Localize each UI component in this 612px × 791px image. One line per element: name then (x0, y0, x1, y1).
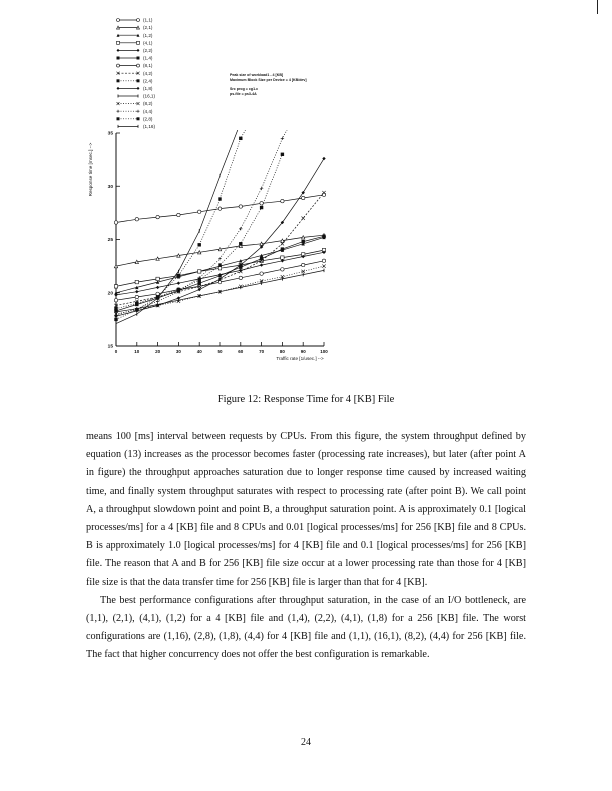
response-time-chart (0, 0, 612, 392)
series-marker (117, 87, 120, 90)
series-s21 (114, 234, 325, 268)
legend-label: (4,1) (143, 40, 153, 46)
series-marker (135, 290, 138, 293)
series-marker (281, 256, 284, 259)
series-marker (198, 270, 201, 273)
x-tick-label: 80 (279, 349, 285, 354)
series-marker (117, 110, 120, 113)
series-marker (117, 57, 120, 60)
series-marker (156, 277, 159, 280)
series-marker (198, 243, 201, 246)
x-tick-label: 90 (300, 349, 306, 354)
legend-label: (1,16) (143, 124, 156, 129)
legend-label: (1,8) (143, 86, 153, 91)
series-marker (302, 263, 305, 266)
series-marker (322, 259, 325, 262)
series-marker (117, 49, 120, 52)
series-marker (281, 199, 284, 202)
series-marker (260, 272, 263, 275)
x-tick-label: 0 (114, 349, 118, 354)
paragraph-1: means 100 [ms] interval between requests by CPUs. From this figure, the system throughput defined by equation (13) increases as the processor becomes faster (processing rate increases), but later (after point A in figure) the throughput approaches saturation due to longer response time caused by increased waiting time, and finally system throughput saturates with respect to processing rate (after point B). We call point A, a throughput slowdown point and point B, a throughput saturation point. A is approximately 0.1 [logical processes/ms] for a 4 [KB] file and 8 CPUs and 0.01 [logical processes/ms] for 256 [KB] file and 8 CPUs. B is approximately 1.0 [logical processes/ms] for 4 [KB] file and 0.1 [logical processes/ms] for 256 [KB] file. The reason that A and B for 256 [KB] file size occur at a lower processing rate than those for 4 [KB] file size is that the data transfer time for 256 [KB] file is larger than that for 4 [KB]. (86, 431, 526, 588)
series-marker (281, 268, 284, 271)
legend-label: (1,4) (143, 55, 153, 61)
series-marker (322, 235, 325, 238)
figure-caption: Figure 12: Response Time for 4 [KB] File (217, 394, 395, 405)
series-marker (137, 79, 140, 82)
x-tick-label: 60 (238, 349, 244, 354)
series-marker (135, 302, 138, 305)
x-tick-label: 10 (134, 349, 140, 354)
series-marker (117, 26, 120, 29)
series-marker (302, 196, 305, 199)
series-marker (281, 153, 284, 156)
series-marker (218, 267, 221, 270)
legend-label: (2,4) (143, 78, 153, 84)
series-marker (114, 285, 117, 288)
series-marker (114, 318, 117, 321)
series-marker (135, 280, 138, 283)
series-marker (322, 264, 325, 267)
series-marker (239, 137, 242, 140)
series-marker (260, 187, 263, 190)
series-marker (198, 210, 201, 213)
series-marker (239, 205, 242, 208)
series-marker (156, 286, 159, 289)
series-marker (239, 276, 242, 279)
legend-label: (4,4) (143, 108, 153, 114)
series-marker (156, 292, 159, 295)
x-tick-label: 100 (320, 349, 328, 354)
series-marker (137, 26, 140, 29)
series-marker (117, 117, 120, 120)
body-text (86, 428, 526, 665)
chart-legend (117, 18, 156, 129)
x-tick-label: 30 (175, 349, 181, 354)
y-tick-label: 15 (107, 344, 113, 350)
series-marker (302, 240, 305, 243)
paragraph-2: The best performance configurations after throughput saturation, in the case of an I/O bottleneck, are (1,1), (2,1), (4,1), (1,2) for a 4 [KB] file and (1,4), (2,2), (4,1), (1,8) for a 256 [KB] file. The worst configurations are (1,16), (2,8), (1,8), (4,4) for 4 [KB] file and (1,1), (16,1), (8,2), (4,4) for 256 [KB] file. The fact that higher concurrency does not offer the best configuration is remarkable. (86, 594, 526, 661)
series-marker (260, 263, 263, 266)
series-marker (260, 206, 263, 209)
series-marker (218, 207, 221, 210)
annotation-line: Maximum Block Size per Device = 4 [KB/dev] (230, 78, 307, 82)
series-marker (117, 102, 120, 105)
series-marker (218, 274, 221, 277)
series-marker (135, 218, 138, 221)
series-marker (137, 117, 140, 120)
legend-label: (2,8) (143, 116, 153, 122)
series-marker (117, 41, 120, 44)
series-marker (198, 288, 201, 291)
x-axis-title: Traffic rate [1/usec.] --> (276, 356, 324, 361)
series-marker (302, 217, 305, 220)
series-marker (137, 49, 140, 52)
legend-label: (1,2) (143, 32, 153, 38)
legend-label: (2,2) (143, 48, 153, 53)
annotation-line: Src prog = cg1.c (230, 87, 259, 91)
series-marker (156, 300, 159, 303)
series-marker (156, 215, 159, 218)
series-marker (117, 64, 120, 67)
series-marker (239, 242, 242, 245)
series-marker (137, 41, 140, 44)
y-tick-label: 30 (107, 184, 113, 190)
series-marker (114, 221, 117, 224)
y-axis-title: Response time [msec.] --> (88, 142, 93, 197)
y-tick-label: 35 (107, 131, 113, 137)
page-number: 24 (301, 737, 311, 748)
series-s18 (114, 157, 325, 318)
series-marker (114, 307, 117, 310)
x-tick-label: 40 (196, 349, 202, 354)
series-marker (117, 79, 120, 82)
series-marker (137, 64, 140, 67)
series-marker (218, 197, 221, 200)
legend-label: (16,1) (143, 93, 156, 99)
series-marker (281, 259, 284, 262)
series-marker (135, 308, 138, 311)
chart-annotation (230, 73, 307, 96)
series-marker (114, 299, 117, 302)
series-marker (218, 263, 221, 266)
series-marker (281, 242, 284, 245)
legend-label: (2,1) (143, 25, 153, 31)
series-marker (137, 87, 140, 90)
annotation-line: Peak size of workload1 - 4 [KB] (230, 73, 284, 77)
legend-label: (4,2) (143, 70, 153, 76)
series-marker (260, 202, 263, 205)
series-marker (198, 281, 201, 284)
legend-label: (1,1) (143, 17, 153, 23)
y-tick-label: 20 (107, 291, 113, 297)
series-marker (137, 102, 140, 105)
series-marker (137, 110, 140, 113)
x-tick-label: 20 (155, 349, 161, 354)
x-tick-label: 70 (259, 349, 265, 354)
series-marker (177, 213, 180, 216)
series-marker (281, 137, 284, 140)
series-marker (239, 227, 242, 230)
series-marker (281, 247, 284, 250)
series-marker (322, 157, 325, 160)
series-marker (137, 19, 140, 22)
legend-label: (8,1) (143, 63, 153, 69)
y-tick-label: 25 (107, 238, 113, 244)
series-marker (135, 295, 138, 298)
series-marker (137, 57, 140, 60)
series-marker (177, 274, 180, 277)
x-tick-label: 50 (217, 349, 223, 354)
series-marker (177, 281, 180, 284)
annotation-line: ps-file = ps3-4A (230, 92, 257, 96)
series-marker (117, 19, 120, 22)
legend-label: (8,2) (143, 101, 153, 107)
page-edge-mark (597, 0, 598, 14)
